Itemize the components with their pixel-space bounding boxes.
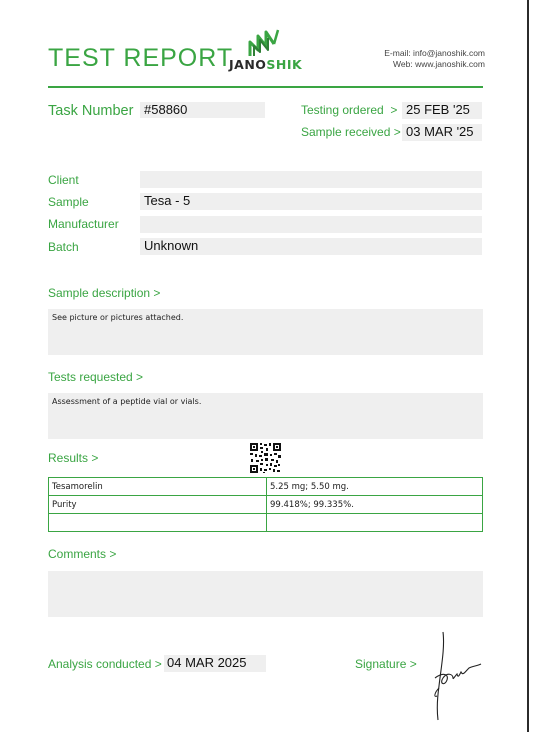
table-row [49,496,483,514]
brand-wordmark [229,57,302,72]
web-line: Web: www.janoshik.com [393,59,485,69]
result-value-cell: 5.25 mg; 5.50 mg. [267,478,483,496]
sample-value: Tesa - 5 [144,193,191,208]
result-value-cell: 99.418%; 99.335%. [267,496,483,514]
sample-description-label: Sample description > [48,286,161,300]
signature-icon [425,628,485,724]
manufacturer-field [140,216,482,233]
testing-ordered-date: 25 FEB '25 [406,102,470,117]
task-number-value: #58860 [144,102,188,117]
result-name-cell: Tesamorelin [49,478,267,496]
result-name-cell: Purity [49,496,267,514]
sample-label: Sample [48,195,89,209]
comments-box [48,571,483,617]
tests-requested-label: Tests requested > [48,370,144,384]
table-row [49,478,483,496]
client-field [140,171,482,188]
signature-label: Signature > [355,657,417,671]
brand-prefix: JANO [229,57,267,72]
result-name-cell [49,514,267,532]
table-row [49,514,483,532]
report-title: TEST REPORT [48,44,234,72]
sample-received-label: Sample received > [301,125,401,139]
sample-received-date: 03 MAR '25 [406,124,474,139]
batch-label: Batch [48,240,79,254]
results-label: Results > [48,451,99,465]
testing-ordered-label: Testing ordered > [301,103,398,117]
client-label: Client [48,173,79,187]
header-divider [48,86,483,88]
manufacturer-label: Manufacturer [48,217,119,231]
analysis-conducted-label: Analysis conducted > [48,657,162,671]
batch-value: Unknown [144,238,199,253]
analysis-date: 04 MAR 2025 [167,655,247,670]
brand-suffix: SHIK [266,57,303,72]
task-number-label: Task Number [48,103,134,119]
result-value-cell [267,514,483,532]
page-edge [527,0,529,732]
contact-block [384,48,485,70]
results-table [48,477,483,532]
tests-requested-box: Assessment of a peptide vial or vials. [48,393,483,439]
qr-code-icon [249,442,282,474]
comments-label: Comments > [48,547,117,561]
email-line: E-mail: info@janoshik.com [384,48,485,58]
sample-description-box: See picture or pictures attached. [48,309,483,355]
sample-field [140,193,482,210]
